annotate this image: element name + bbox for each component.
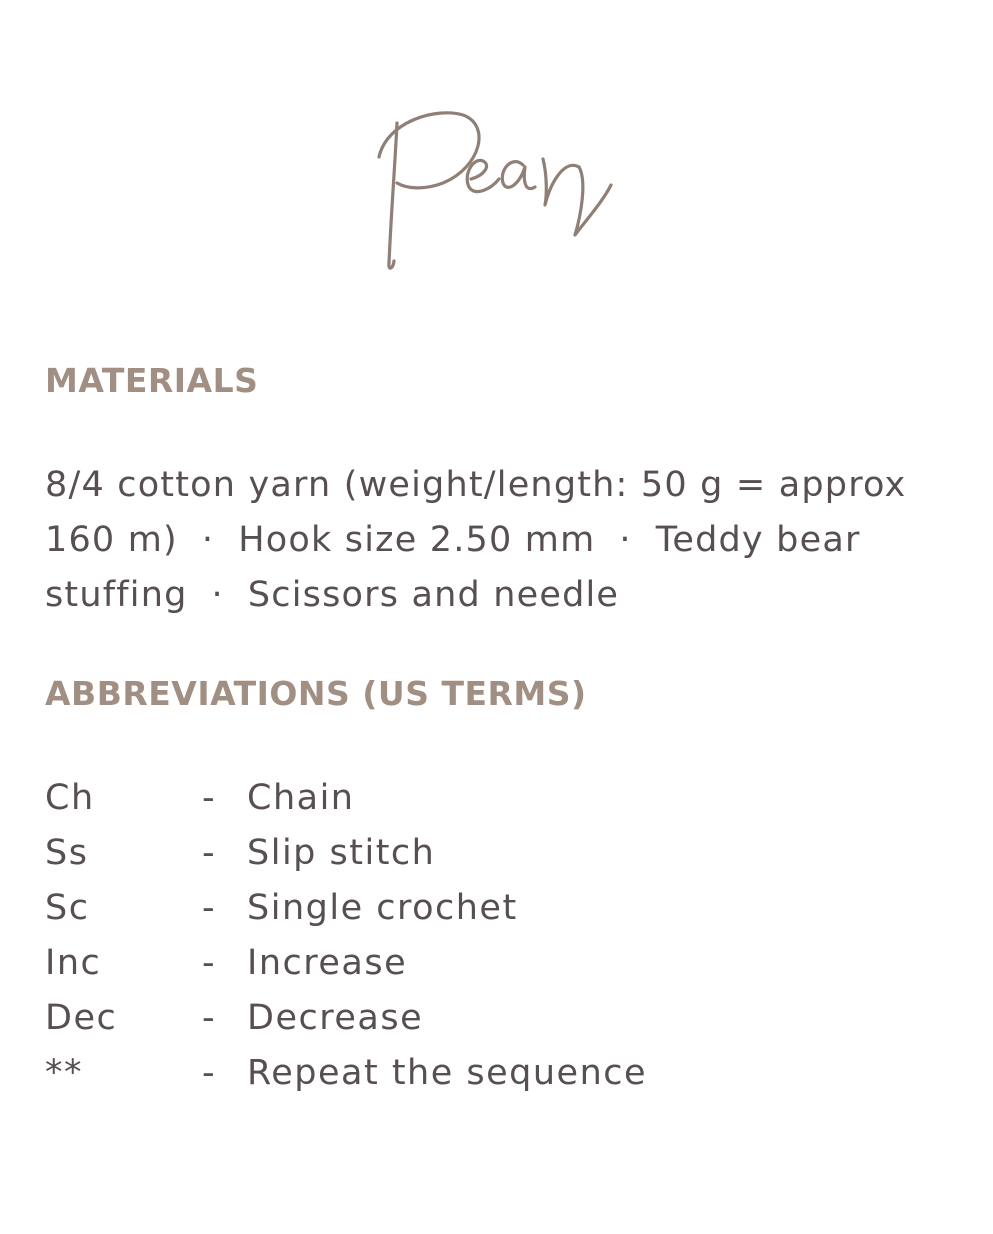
abbreviation-term: Ch [45,778,95,818]
pear-script-title [367,85,627,285]
abbreviations-heading: ABBREVIATIONS (US TERMS) [45,674,587,713]
abbreviation-row [45,1046,647,1101]
materials-heading: MATERIALS [45,361,259,400]
abbreviation-row [45,936,647,991]
abbreviation-definition: Slip stitch [247,833,436,873]
separator-dot: · [211,575,224,615]
abbreviation-term: Dec [45,998,118,1038]
separator-dot: · [201,520,215,560]
abbreviation-row [45,771,647,826]
abbreviation-definition: Repeat the sequence [247,1053,648,1093]
abbreviation-dash: - [202,943,217,983]
abbreviation-dash: - [202,888,217,928]
abbreviation-row [45,881,647,936]
abbreviation-row [45,826,647,881]
abbreviation-dash: - [202,998,217,1038]
materials-list [45,458,945,623]
separator-dot: · [619,520,632,560]
abbreviation-definition: Increase [247,943,408,983]
abbreviation-dash: - [202,833,217,873]
abbreviations-list [45,771,647,1101]
abbreviation-term: Ss [45,833,89,873]
abbreviation-definition: Single crochet [247,888,518,928]
abbreviation-term: Inc [45,943,102,983]
material-item: Hook size 2.50 mm [238,520,596,560]
material-item: Teddy bear stuffing [45,520,861,615]
abbreviation-definition: Decrease [247,998,424,1038]
page-title [0,85,993,289]
material-item: 8/4 cotton yarn (weight/length: 50 g = approx 160 m) [45,465,907,560]
material-item: Scissors and needle [247,575,620,615]
abbreviation-dash: - [202,778,217,818]
abbreviation-term: Sc [45,888,90,928]
abbreviation-definition: Chain [247,778,355,818]
abbreviation-row [45,991,647,1046]
abbreviation-term: ** [45,1053,83,1093]
abbreviation-dash: - [202,1053,217,1093]
